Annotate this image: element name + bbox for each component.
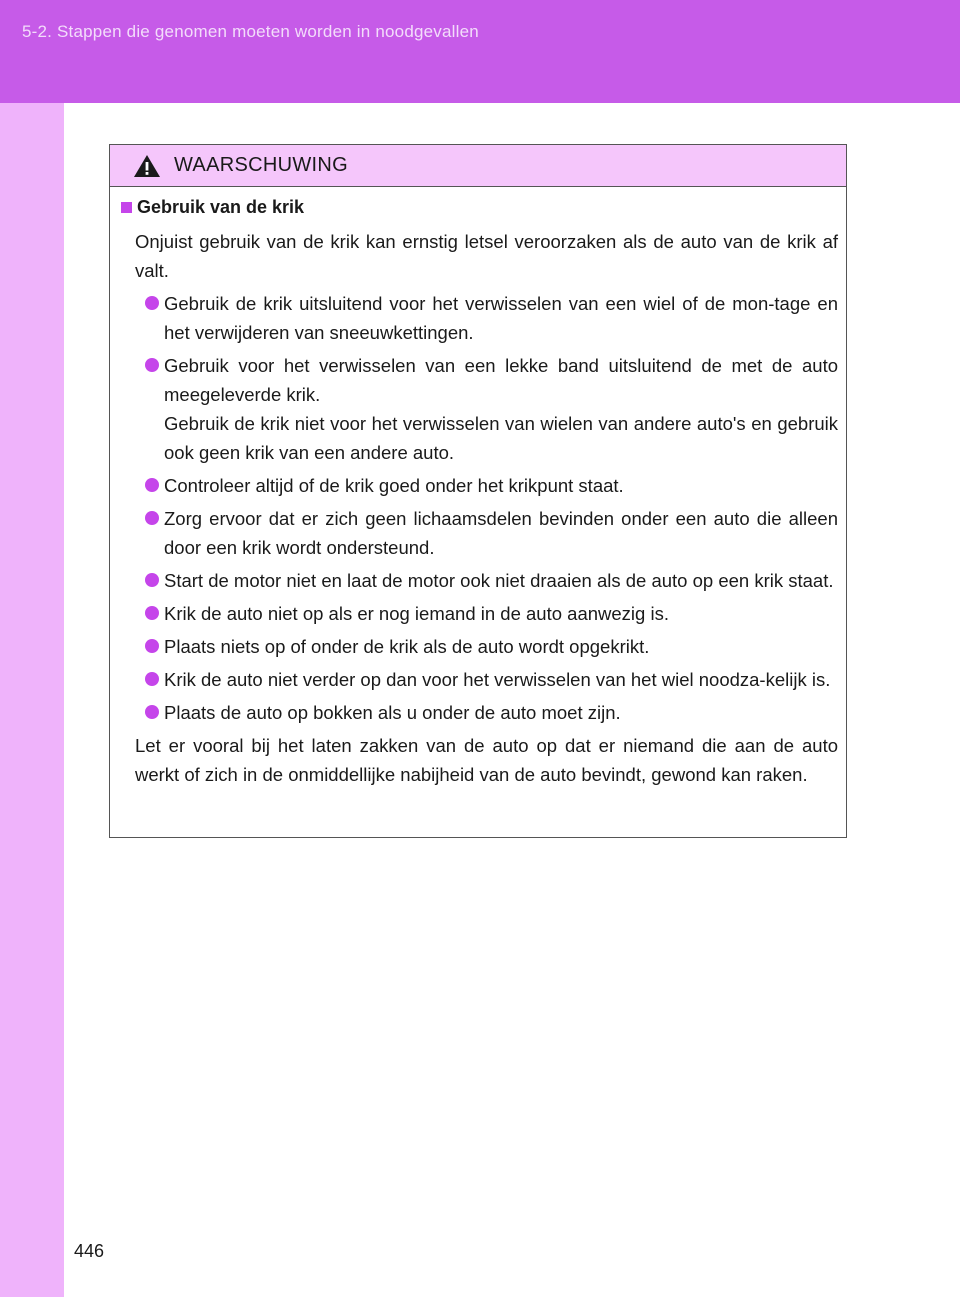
list-item — [145, 566, 838, 595]
bullet-text — [164, 351, 838, 467]
page-header — [0, 0, 960, 103]
bullet-text: Zorg ervoor dat er zich geen lichaamsdelen bevinden onder een auto die alleen door een krik wordt ondersteund. — [164, 508, 838, 558]
bullet-dot-icon — [145, 358, 159, 372]
square-bullet-icon — [121, 202, 132, 213]
list-item — [145, 632, 838, 661]
list-item — [145, 289, 838, 347]
section-title: 5-2. Stappen die genomen moeten worden in noodgevallen — [22, 22, 479, 41]
bullet-dot-icon — [145, 705, 159, 719]
subsection-heading — [118, 195, 838, 219]
bullet-dot-icon — [145, 511, 159, 525]
intro-text: Onjuist gebruik van de krik kan ernstig letsel veroorzaken als de auto van de krik af valt. — [135, 231, 838, 281]
bullet-text-line: Gebruik de krik niet voor het verwisselen van wielen van andere auto's en gebruik ook geen krik van een andere auto. — [164, 413, 838, 463]
outro-text: Let er vooral bij het laten zakken van de auto op dat er niemand die aan de auto werkt of zich in de onmiddellijke nabijheid van de auto bevindt, gewond kan raken. — [135, 735, 838, 785]
bullet-text: Start de motor niet en laat de motor ook niet draaien als de auto op een krik staat. — [164, 570, 834, 591]
bullet-text: Plaats de auto op bokken als u onder de auto moet zijn. — [164, 702, 621, 723]
bullet-text: Plaats niets op of onder de krik als de auto wordt opgekrikt. — [164, 636, 650, 657]
list-item — [145, 351, 838, 467]
subsection-title: Gebruik van de krik — [137, 197, 305, 217]
bullet-text-line: Gebruik voor het verwisselen van een lekke band uitsluitend de met de auto meegeleverde krik. — [164, 355, 838, 405]
list-item — [145, 504, 838, 562]
bullet-text: Krik de auto niet verder op dan voor het verwisselen van het wiel noodza-kelijk is. — [164, 669, 831, 690]
side-tab — [0, 103, 64, 1297]
bullet-text: Krik de auto niet op als er nog iemand in de auto aanwezig is. — [164, 603, 669, 624]
warning-title: WAARSCHUWING — [174, 154, 348, 176]
bullet-text: Gebruik de krik uitsluitend voor het verwisselen van een wiel of de mon-tage en het verwijderen van sneeuwkettingen. — [164, 293, 838, 343]
warning-body — [110, 187, 846, 789]
bullet-dot-icon — [145, 573, 159, 587]
bullet-list — [118, 289, 838, 727]
warning-header — [110, 145, 846, 187]
warning-box — [109, 144, 847, 838]
bullet-dot-icon — [145, 639, 159, 653]
bullet-dot-icon — [145, 296, 159, 310]
bullet-dot-icon — [145, 672, 159, 686]
list-item — [145, 698, 838, 727]
warning-triangle-icon — [133, 154, 161, 178]
list-item — [145, 665, 838, 694]
list-item — [145, 599, 838, 628]
bullet-dot-icon — [145, 606, 159, 620]
list-item — [145, 471, 838, 500]
page-number: 446 — [74, 1241, 105, 1261]
bullet-dot-icon — [145, 478, 159, 492]
bullet-text: Controleer altijd of de krik goed onder het krikpunt staat. — [164, 475, 624, 496]
